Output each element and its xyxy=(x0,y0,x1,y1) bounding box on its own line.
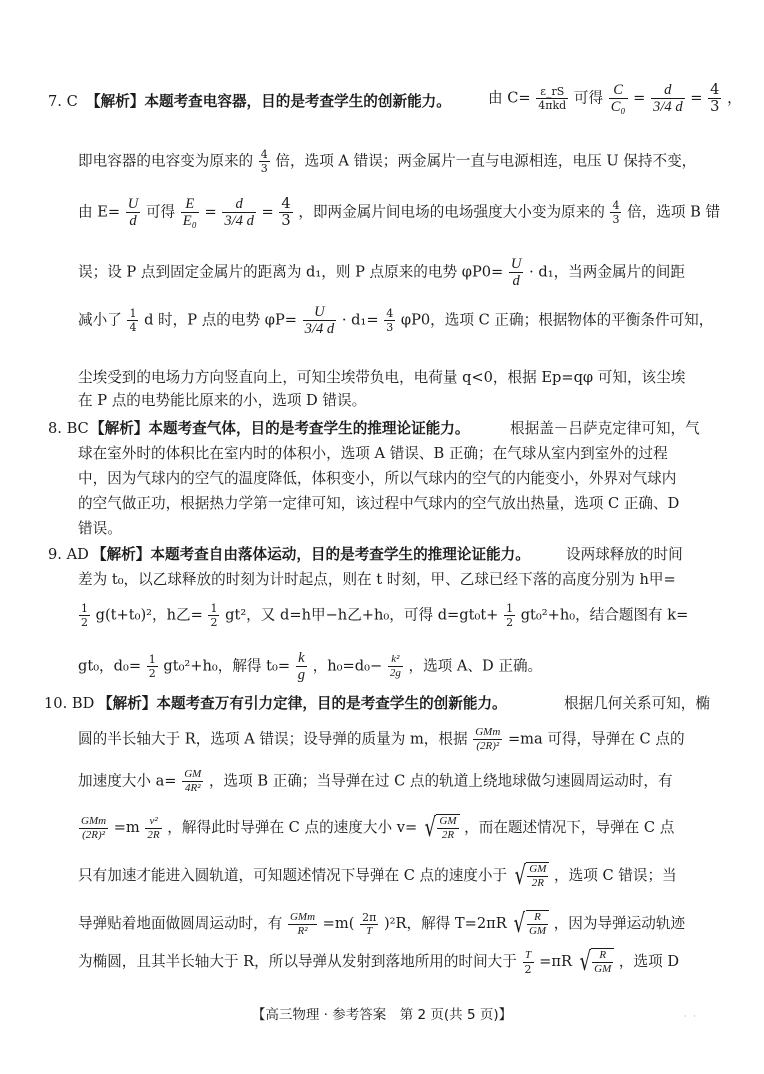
q8-number: 8. BC xyxy=(48,420,89,437)
q7-text: 由 C= xyxy=(488,89,531,107)
q7-frac: $\frac{d}{3/4 d}$ xyxy=(653,82,683,115)
q8-analysis-heading: 【解析】本题考查气体，目的是考查学生的推理论证能力。 xyxy=(90,420,470,437)
corner-marks: · · xyxy=(684,1012,698,1021)
q7-number: 7. C xyxy=(48,93,78,110)
sqrt-symbol: √ $\frac{GM}{2R}$ xyxy=(422,814,460,842)
q7-frac: $\frac{C}{\text{C₀}}$ xyxy=(610,82,626,115)
q10-analysis-heading: 【解析】本题考查万有引力定律，目的是考查学生的创新能力。 xyxy=(98,695,507,712)
answer-page: 7. C 【解析】本题考查电容器，目的是考查学生的创新能力。 由 C= $\frac{\varepsilon\_rS}{\text{4πkd}}$ 可得 $\frac{C}{\text{C₀}}$ = $\frac{d}{3/4 d}$ = $\frac{4}{3}$ ， 即电容器的电容变为原来的 $\frac{4}{3}$ 倍，选项 A 错误；两金属片一直与电源相连，电压 U 保持不变， 由 E= $\frac{U}{d}$ 可得 $\frac{E}{\text{E₀}}$ = $\frac{d}{3/4 d}$ = $\frac{4}{3}$ ，即两金属片间电场的电场强度大小变为原来的 $\frac{4}{3}$ 倍，选项 B 错 误；设 P 点到固定金属片的距离为 d₁，则 P 点原来的电势 φP0= $\frac{U}{d}$ · d₁，当两金属片的间距 减小了 $\frac{1}{4}$ d 时，P 点的电势 φP= $\frac{U}{3/4 d}$ · d₁= $\frac{4}{3}$ φP0，选项 C 正确；根据物体的平衡条件可知， 尘埃受到的电场力方向竖直向上，可知尘埃带负电，电荷量 q<0，根据 Ep=qφ 可知，该尘埃 在 P 点的电势能比原来的小，选项 D 错误。 8. BC 【解析】本题考查气体，目的是考查学生的推理论证能力。 根据盖－吕萨克定律可知，气 球在室外时的体积比在室内时的体积小，选项 A 错误、B 正确；在气球从室内到室外的过程 中，因为气球内的空气的温度降低，体积变小，所以气球内的空气的内能变小，外界对气球内 的空气做正功，根据热力学第一定律可知，该过程中气球内的空气放出热量，选项 C 正确、D 错误。 9. AD 【解析】本题考查自由落体运动，目的是考查学生的推理论证能力。 设两球释放的时间 差为 t₀，以乙球释放的时刻为计时起点，则在 t 时刻，甲、乙球已经下落的高度分别为 h甲= $\frac{1}{2}$ g(t+t₀)²，h乙= $\frac{1}{2}$ gt²，又 d=h甲−h乙+h₀，可得 d=gt₀t+ $\frac{1}{2}$ gt₀²+h₀，结合题图有 k= gt₀，d₀= $\frac{1}{2}$ gt₀²+h₀，解得 t₀= $\frac{k}{g}$ ，h₀=d₀− $\frac{\text{k²}}{2g}$ ，选项 A、D 正确。 10. BD 【解析】本题考查万有引力定律，目的是考查学生的创新能力。 根据几何关系可知，椭 圆的半长轴大于 R，选项 A 错误；设导弹的质量为 m，根据 $\frac{\text{GMm}}{\text{(2R)²}}$ =ma 可得，导弹在 C 点的 加速度大小 a= $\frac{GM}{\text{4R²}}$ ，选项 B 正确；当导弹在过 C 点的轨道上绕地球做匀速圆周运动时，有 $\frac{\text{GMm}}{\text{(2R)²}}$ =m $\frac{\text{v²}}{2R}$ ，解得此时导弹在 C 点的速度大小 v= √ $\frac{GM}{2R}$ ，而在题述情况下，导弹在 C 点 只有加速才能进入圆轨道，可知题述情况下导弹在 C 点的速度小于 √ $\frac{GM}{2R}$ ，选项 C 错误；当 导弹贴着地面做圆周运动时，有 $\frac{\text{GMm}}{\text{R²}}$ =m( $\frac{2\pi}{T}$ )²R，解得 T=2πR √ $\frac{R}{GM}$ ，因为导弹运动轨迹 为椭圆，且其半长轴大于 R，所以导弹从发射到落地所用的时间大于 $\frac{T}{2}$ =πR √ $\frac{R}{GM}$ ，选项 D 【高三物理 · 参考答案 第 2 页(共 5 页)】 · · xyxy=(0,0,764,1074)
q9-number: 9. AD xyxy=(48,546,89,563)
q9-analysis-heading: 【解析】本题考查自由落体运动，目的是考查学生的推理论证能力。 xyxy=(92,546,530,563)
q7-text: 可得 xyxy=(573,89,604,107)
q7-formula-1: 由 C= $\frac{\varepsilon\_rS}{\text{4πkd}}$ 可得 $\frac{C}{\text{C₀}}$ = $\frac{d}{3/4 d}$ = $\frac{4}{3}$ ， xyxy=(488,81,742,115)
q10-number: 10. BD xyxy=(44,695,95,712)
q7-frac: $\frac{4}{3}$ xyxy=(710,81,720,115)
q7-frac: $\frac{\varepsilon\_rS}{\text{4πkd}}$ xyxy=(538,85,567,112)
sqrt-symbol: √ $\frac{R}{GM}$ xyxy=(511,910,549,938)
sqrt-symbol: √ $\frac{GM}{2R}$ xyxy=(512,862,550,890)
page-footer: 【高三物理 · 参考答案 第 2 页(共 5 页)】 xyxy=(251,1007,513,1023)
sqrt-symbol: √ $\frac{R}{GM}$ xyxy=(577,948,615,976)
q7-analysis-heading: 【解析】本题考查电容器，目的是考查学生的创新能力。 xyxy=(86,93,451,110)
